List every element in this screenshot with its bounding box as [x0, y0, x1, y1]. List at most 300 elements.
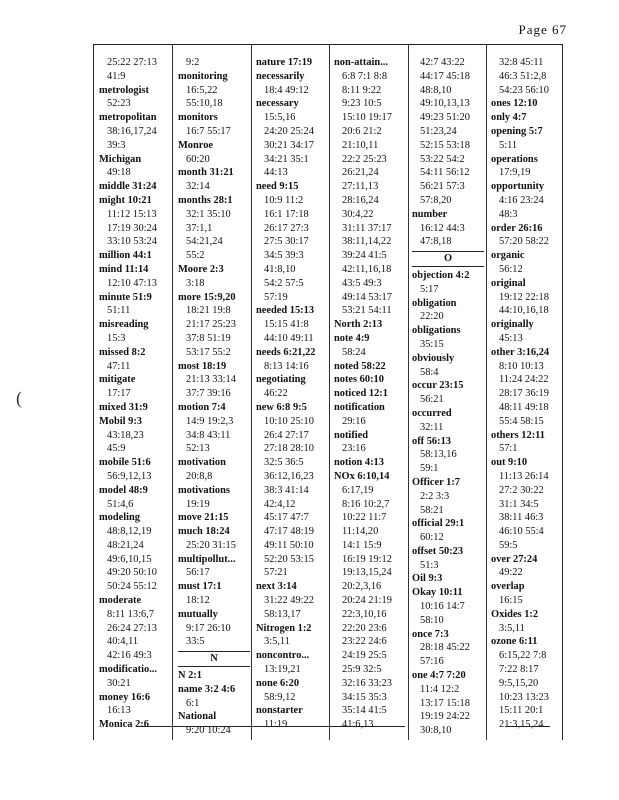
index-page-reference: 34:21 35:1: [264, 153, 309, 165]
index-page-reference: 9:20 10:24: [186, 725, 231, 737]
index-page-reference: 46:22: [264, 388, 288, 400]
index-page-reference: 23:16: [342, 443, 366, 455]
index-page-reference: 11:12 15:13: [107, 208, 157, 220]
index-page-reference: 32:1 35:10: [186, 208, 231, 220]
index-page-reference: 2:2 3:3: [420, 490, 450, 502]
index-page-reference: 28:18 45:22: [420, 642, 470, 654]
index-page-reference: 26:17 27:3: [264, 222, 309, 234]
index-headword: operations: [491, 153, 538, 165]
index-page-reference: 57:21: [264, 567, 288, 579]
index-column: [99, 56, 171, 732]
index-page-reference: 23:22 24:6: [342, 636, 387, 648]
index-page-reference: 35:14 41:5: [342, 705, 387, 717]
index-page-reference: 37:7 39:16: [186, 388, 231, 400]
index-headword: move 21:15: [178, 512, 229, 524]
index-headword: mixed 31:9: [99, 401, 148, 413]
index-page-reference: 58:13,16: [420, 449, 457, 461]
index-page-reference: 52:23: [107, 98, 131, 110]
index-page-reference: 29:16: [342, 415, 366, 427]
index-page-reference: 39:24 41:5: [342, 250, 387, 262]
index-headword: nature 17:19: [256, 57, 313, 68]
index-page-reference: 21:17 25:23: [186, 319, 236, 331]
index-headword: notes 60:10: [334, 374, 384, 386]
index-headword: new 6:8 9:5: [256, 401, 307, 413]
index-headword: originally: [491, 319, 534, 331]
index-headword: none 6:20: [256, 677, 300, 689]
index-headword: negotiating: [256, 374, 306, 386]
index-headword: organic: [491, 250, 525, 262]
index-page-reference: 51:11: [107, 305, 131, 317]
index-page-reference: 49:14 53:17: [342, 291, 392, 303]
index-column: [334, 56, 406, 732]
index-page-reference: 10:9 11:2: [264, 194, 304, 206]
index-page-reference: 25:22 27:13: [107, 57, 157, 68]
index-page-reference: 30:21 34:17: [264, 139, 314, 151]
index-headword: overlap: [491, 581, 525, 593]
index-headword: must 17:1: [178, 581, 222, 593]
index-page-reference: 11:14,20: [342, 526, 379, 538]
index-page-reference: 38:3 41:14: [264, 484, 309, 496]
index-page-reference: 59:1: [420, 463, 439, 475]
index-page-reference: 54:23 56:10: [499, 84, 549, 96]
index-page-reference: 56:12: [499, 263, 523, 275]
index-headword: Officer 1:7: [412, 476, 460, 488]
index-page-reference: 51:3: [420, 559, 439, 571]
index-page-reference: 19:19 24:22: [420, 711, 470, 723]
index-headword: noticed 12:1: [334, 388, 388, 400]
index-page-reference: 30:21: [107, 677, 131, 689]
index-headword: occur 23:15: [412, 380, 464, 392]
column-divider: [172, 44, 173, 740]
index-headword: mutually: [178, 608, 218, 620]
index-page-reference: 58:13,17: [264, 608, 301, 620]
index-headword: modificatio...: [99, 664, 158, 676]
index-page-reference: 57:1: [499, 443, 518, 455]
index-page-reference: 6:1: [186, 697, 200, 709]
index-page-reference: 28:16,24: [342, 194, 379, 206]
index-headword: off 56:13: [412, 435, 451, 447]
index-headword: official 29:1: [412, 518, 465, 530]
index-page-reference: 49:22: [499, 567, 523, 579]
index-headword: metrologist: [99, 84, 150, 96]
index-page-reference: 39:3: [107, 139, 126, 151]
index-headword: monitoring: [178, 70, 228, 82]
index-page-reference: 38:16,17,24: [107, 125, 157, 137]
index-page-reference: 14:9 19:2,3: [186, 415, 234, 427]
index-headword: others 12:11: [491, 429, 545, 441]
index-page-reference: 15:3: [107, 332, 126, 344]
index-page-reference: 41:9: [107, 70, 126, 82]
index-headword: money 16:6: [99, 691, 151, 703]
index-page-reference: 10:22 11:7: [342, 512, 387, 524]
index-page-reference: 55:2: [186, 250, 205, 262]
index-headword: order 26:16: [491, 222, 543, 234]
index-page-reference: 34:15 35:3: [342, 691, 387, 703]
index-headword: much 18:24: [178, 526, 230, 538]
index-column: [256, 56, 328, 732]
index-page-reference: 3:5,11: [499, 622, 525, 634]
index-headword: name 3:2 4:6: [178, 683, 236, 695]
index-page-reference: 17:9,19: [499, 167, 531, 179]
index-headword: motivation: [178, 457, 226, 469]
column-divider: [486, 44, 487, 740]
index-page-reference: 27:2 30:22: [499, 484, 544, 496]
index-page-reference: 22:20 23:6: [342, 622, 387, 634]
index-page-reference: 55:10,18: [186, 98, 223, 110]
index-page-reference: 13:17 15:18: [420, 697, 470, 709]
index-headword: necessarily: [256, 70, 305, 82]
index-page-reference: 31:1 34:5: [499, 498, 539, 510]
index-page-reference: 56:21 57:3: [420, 181, 465, 193]
index-page-reference: 18:4 49:12: [264, 84, 309, 96]
index-page-reference: 59:5: [499, 539, 518, 551]
index-page-reference: 47:8,18: [420, 236, 452, 248]
index-page-reference: 10:10 25:10: [264, 415, 314, 427]
page-number: Page 67: [518, 22, 567, 37]
index-page-reference: 43:18,23: [107, 429, 144, 441]
index-headword: motion 7:4: [178, 401, 226, 413]
index-page-reference: 35:15: [420, 338, 444, 350]
index-page-reference: 49:20 50:10: [107, 567, 157, 579]
index-headword: Oxides 1:2: [491, 608, 539, 620]
index-page-reference: 27:18 28:10: [264, 443, 314, 455]
index-headword: months 28:1: [178, 194, 233, 206]
index-headword: notified: [334, 429, 369, 441]
index-headword: modeling: [99, 512, 140, 524]
index-headword: ones 12:10: [491, 98, 538, 110]
index-page-reference: 6:8 7:1 8:8: [342, 70, 388, 82]
index-page-reference: 44:10 49:11: [264, 332, 314, 344]
column-divider: [251, 44, 252, 740]
index-page-reference: 16:19 19:12: [342, 553, 392, 565]
index-headword: mitigate: [99, 374, 136, 386]
index-page-reference: 11:19: [264, 719, 288, 731]
index-headword: month 31:21: [178, 167, 234, 179]
index-page-reference: 11:4 12:2: [420, 683, 460, 695]
index-page-reference: 37:8 51:19: [186, 332, 231, 344]
index-page-reference: 43:5 49:3: [342, 277, 382, 289]
index-page-reference: 57:8,20: [420, 194, 452, 206]
index-page-reference: 6:17,19: [342, 484, 374, 496]
index-page-reference: 5:17: [420, 283, 439, 295]
index-page-reference: 16:5,22: [186, 84, 218, 96]
index-headword: Okay 10:11: [412, 587, 463, 599]
index-page-reference: 46:10 55:4: [499, 526, 544, 538]
index-page-reference: 20:2,3,16: [342, 581, 382, 593]
index-page-reference: 16:13: [107, 705, 131, 717]
index-headword: mobile 51:6: [99, 457, 151, 469]
index-page-reference: 54:21,24: [186, 236, 223, 248]
index-page-reference: 57:20 58:22: [499, 236, 549, 248]
index-page-reference: 34:5 39:3: [264, 250, 304, 262]
index-headword: objection 4:2: [412, 269, 470, 281]
index-page-reference: 10:16 14:7: [420, 601, 465, 613]
index-page-reference: 4:16 23:24: [499, 194, 544, 206]
index-headword: North 2:13: [334, 319, 383, 331]
index-page-reference: 30:8,10: [420, 725, 452, 737]
index-page-reference: 8:13 14:16: [264, 360, 309, 372]
index-headword: notion 4:13: [334, 457, 384, 469]
index-headword: multipollut...: [178, 553, 236, 565]
index-page-reference: 46:3 51:2,8: [499, 70, 547, 82]
index-headword: once 7:3: [412, 628, 449, 640]
index-page-reference: 58:21: [420, 504, 444, 516]
index-headword: note 4:9: [334, 332, 370, 344]
index-page-reference: 48:8,12,19: [107, 526, 152, 538]
index-page-reference: 38:11,14,22: [342, 236, 392, 248]
index-headword: obviously: [412, 352, 455, 364]
index-page-reference: 18:21 19:8: [186, 305, 231, 317]
index-page-reference: 48:3: [499, 208, 518, 220]
index-page-reference: 24:19 25:5: [342, 650, 387, 662]
index-headword: non-attain...: [334, 57, 388, 68]
index-page-reference: 52:15 53:18: [420, 139, 470, 151]
index-page-reference: 56:21: [420, 394, 444, 406]
index-headword: number: [412, 208, 448, 220]
index-headword: motivations: [178, 484, 230, 496]
index-page-reference: 57:19: [264, 291, 288, 303]
index-page-reference: 25:20 31:15: [186, 539, 236, 551]
index-page-reference: 50:24 55:12: [107, 581, 157, 593]
index-column: [412, 56, 484, 738]
index-headword: notification: [334, 401, 385, 413]
index-page-reference: 49:11 50:10: [264, 539, 314, 551]
index-page-reference: 9:17 26:10: [186, 622, 231, 634]
index-page-reference: 49:10,13,13: [420, 98, 470, 110]
index-page-reference: 47:17 48:19: [264, 526, 314, 538]
index-page-reference: 42:16 49:3: [107, 650, 152, 662]
index-page-reference: 19:13,15,24: [342, 567, 392, 579]
index-headword: out 9:10: [491, 457, 528, 469]
index-headword: need 9:15: [256, 181, 299, 193]
index-headword: model 48:9: [99, 484, 148, 496]
index-page-reference: 58:9,12: [264, 691, 296, 703]
index-page-reference: 16:12 44:3: [420, 222, 465, 234]
index-headword: mind 11:14: [99, 263, 149, 275]
index-page-reference: 56:17: [186, 567, 210, 579]
index-headword: only 4:7: [491, 112, 527, 124]
index-headword: middle 31:24: [99, 181, 157, 193]
bottom-rule: [505, 726, 550, 727]
index-page-reference: 15:10 19:17: [342, 112, 392, 124]
index-page-reference: 45:9: [107, 443, 126, 455]
index-page-reference: 25:9 32:5: [342, 664, 382, 676]
index-page-reference: 9:23 10:5: [342, 98, 382, 110]
index-page-reference: 32:5 36:5: [264, 457, 304, 469]
index-page-reference: 19:12 22:18: [499, 291, 549, 303]
index-headword: one 4:7 7:20: [412, 670, 466, 682]
index-headword: original: [491, 277, 526, 289]
index-page-reference: 13:19,21: [264, 664, 301, 676]
index-column: [491, 56, 563, 732]
index-page-reference: 9:5,15,20: [499, 677, 539, 689]
index-page-reference: 53:22 54:2: [420, 153, 465, 165]
index-headword: other 3:16,24: [491, 346, 550, 358]
index-headword: metropolitan: [99, 112, 157, 124]
index-page-reference: 44:10,16,18: [499, 305, 549, 317]
index-page-reference: 15:15 41:8: [264, 319, 309, 331]
index-page-reference: 31:22 49:22: [264, 595, 314, 607]
index-page-reference: 27:5 30:17: [264, 236, 309, 248]
index-page-reference: 32:14: [186, 181, 210, 193]
index-page-reference: 41:8,10: [264, 263, 296, 275]
index-headword: Oil 9:3: [412, 573, 443, 585]
index-page-reference: 15:5,16: [264, 112, 296, 124]
index-headword: missed 8:2: [99, 346, 146, 358]
index-page-reference: 44:13: [264, 167, 288, 179]
index-page-reference: 42:7 43:22: [420, 57, 465, 68]
index-page-reference: 42:11,16,18: [342, 263, 392, 275]
index-headword: moderate: [99, 595, 142, 607]
index-headword: needs 6:21,22: [256, 346, 316, 358]
index-page-reference: 32:11: [420, 421, 444, 433]
index-headword: minute 51:9: [99, 291, 152, 303]
index-page-reference: 12:10 47:13: [107, 277, 157, 289]
index-page-reference: 47:11: [107, 360, 131, 372]
index-headword: opportunity: [491, 181, 545, 193]
index-page-reference: 18:12: [186, 595, 210, 607]
index-page-reference: 45:17 47:7: [264, 512, 309, 524]
index-page-reference: 40:4,11: [107, 636, 139, 648]
index-page-reference: 8:11 9:22: [342, 84, 382, 96]
index-headword: might 10:21: [99, 194, 152, 206]
index-page-reference: 3:5,11: [264, 636, 290, 648]
index-headword: million 44:1: [99, 250, 152, 262]
index-page-reference: 28:17 36:19: [499, 388, 549, 400]
index-page-reference: 57:16: [420, 656, 444, 668]
index-headword: nonstarter: [256, 705, 303, 717]
index-page-reference: 55:4 58:15: [499, 415, 544, 427]
index-page-reference: 36:12,16,23: [264, 470, 314, 482]
index-page-reference: 58:4: [420, 366, 439, 378]
index-page-reference: 33:10 53:24: [107, 236, 157, 248]
index-page-reference: 53:17 55:2: [186, 346, 231, 358]
index-page-reference: 53:21 54:11: [342, 305, 392, 317]
index-page-reference: 48:11 49:18: [499, 401, 549, 413]
index-page-reference: 8:11 13:6,7: [107, 608, 154, 620]
index-page-reference: 37:1,1: [186, 222, 213, 234]
index-page-reference: 20:6 21:2: [342, 125, 382, 137]
index-page-reference: 22:3,10,16: [342, 608, 387, 620]
index-page-reference: 15:11 20:1: [499, 705, 544, 717]
index-page-reference: 32:16 33:23: [342, 677, 392, 689]
index-page-reference: 17:17: [107, 388, 131, 400]
index-headword: obligations: [412, 325, 461, 337]
index-page-reference: 26:21,24: [342, 167, 379, 179]
index-headword: noncontro...: [256, 650, 310, 662]
index-page-reference: 49:23 51:20: [420, 112, 470, 124]
index-headword: most 18:19: [178, 360, 227, 372]
column-divider: [408, 44, 409, 740]
index-page-reference: 11:24 24:22: [499, 374, 549, 386]
index-page-reference: 44:17 45:18: [420, 70, 470, 82]
bottom-rule: [140, 726, 405, 727]
index-page-reference: 16:7 55:17: [186, 125, 231, 137]
index-column: [178, 56, 250, 738]
index-page-reference: 54:2 57:5: [264, 277, 304, 289]
index-headword: Mobil 9:3: [99, 415, 143, 427]
index-page-reference: 16:1 17:18: [264, 208, 309, 220]
index-page-reference: 14:1 15:9: [342, 539, 382, 551]
index-page-reference: 51:23,24: [420, 125, 457, 137]
index-page-reference: 49:6,10,15: [107, 553, 152, 565]
index-page-reference: 60:20: [186, 153, 210, 165]
index-page-reference: 49:18: [107, 167, 131, 179]
index-page-reference: 26:4 27:17: [264, 429, 309, 441]
index-page-reference: 56:9,12,13: [107, 470, 152, 482]
index-headword: N 2:1: [178, 670, 202, 682]
index-page-reference: 26:24 27:13: [107, 622, 157, 634]
index-page-reference: 19:19: [186, 498, 210, 510]
index-page-reference: 31:11 37:17: [342, 222, 392, 234]
index-page-reference: 42:4,12: [264, 498, 296, 510]
index-page-reference: 48:8,10: [420, 84, 452, 96]
index-headword: monitors: [178, 112, 218, 124]
index-page-reference: 27:11,13: [342, 181, 379, 193]
index-page-reference: 41:6,13: [342, 719, 374, 731]
index-headword: necessary: [256, 98, 299, 110]
index-headword: offset 50:23: [412, 545, 464, 557]
index-headword: misreading: [99, 319, 149, 331]
column-divider: [329, 44, 330, 740]
index-page-reference: 24:20 25:24: [264, 125, 314, 137]
index-letter-heading: N: [178, 651, 250, 667]
index-headword: obligation: [412, 297, 457, 309]
index-page-reference: 6:15,22 7:8: [499, 650, 547, 662]
index-headword: National: [178, 711, 217, 723]
index-headword: needed 15:13: [256, 305, 315, 317]
index-headword: ozone 6:11: [491, 636, 538, 648]
index-headword: NOx 6:10,14: [334, 470, 390, 482]
index-page-reference: 20:24 21:19: [342, 595, 392, 607]
index-headword: Monica 2:6: [99, 719, 149, 731]
index-page-reference: 60:12: [420, 532, 444, 544]
index-page-reference: 22:20: [420, 311, 444, 323]
index-page-reference: 33:5: [186, 636, 205, 648]
index-page-reference: 22:2 25:23: [342, 153, 387, 165]
index-headword: more 15:9,20: [178, 291, 236, 303]
index-page-reference: 21:10,11: [342, 139, 379, 151]
index-page-reference: 38:11 46:3: [499, 512, 544, 524]
index-headword: over 27:24: [491, 553, 538, 565]
index-page-reference: 8:10 10:13: [499, 360, 544, 372]
index-page-reference: 30:4,22: [342, 208, 374, 220]
index-page-reference: 45:13: [499, 332, 523, 344]
margin-bracket-mark: (: [16, 388, 22, 408]
index-page-reference: 21:13 33:14: [186, 374, 236, 386]
index-page-reference: 3:18: [186, 277, 205, 289]
index-page-reference: 17:19 30:24: [107, 222, 157, 234]
index-headword: opening 5:7: [491, 125, 543, 137]
index-headword: Michigan: [99, 153, 142, 165]
index-letter-heading: O: [412, 251, 484, 267]
index-page-reference: 9:2: [186, 57, 200, 68]
index-page-reference: 58:10: [420, 614, 444, 626]
index-page-reference: 16:15: [499, 595, 523, 607]
index-page-reference: 32:8 45:11: [499, 57, 544, 68]
index-headword: Monroe: [178, 139, 214, 151]
index-headword: occurred: [412, 407, 452, 419]
index-page-reference: 52:20 53:15: [264, 553, 314, 565]
index-page-reference: 11:13 26:14: [499, 470, 549, 482]
index-page-reference: 21:3,15,24: [499, 719, 544, 731]
index-page-reference: 58:24: [342, 346, 366, 358]
index-page-reference: 7:22 8:17: [499, 664, 539, 676]
index-page-reference: 8:16 10:2,7: [342, 498, 390, 510]
index-page-reference: 10:23 13:23: [499, 691, 549, 703]
index-headword: next 3:14: [256, 581, 297, 593]
index-page-reference: 20:8,8: [186, 470, 213, 482]
